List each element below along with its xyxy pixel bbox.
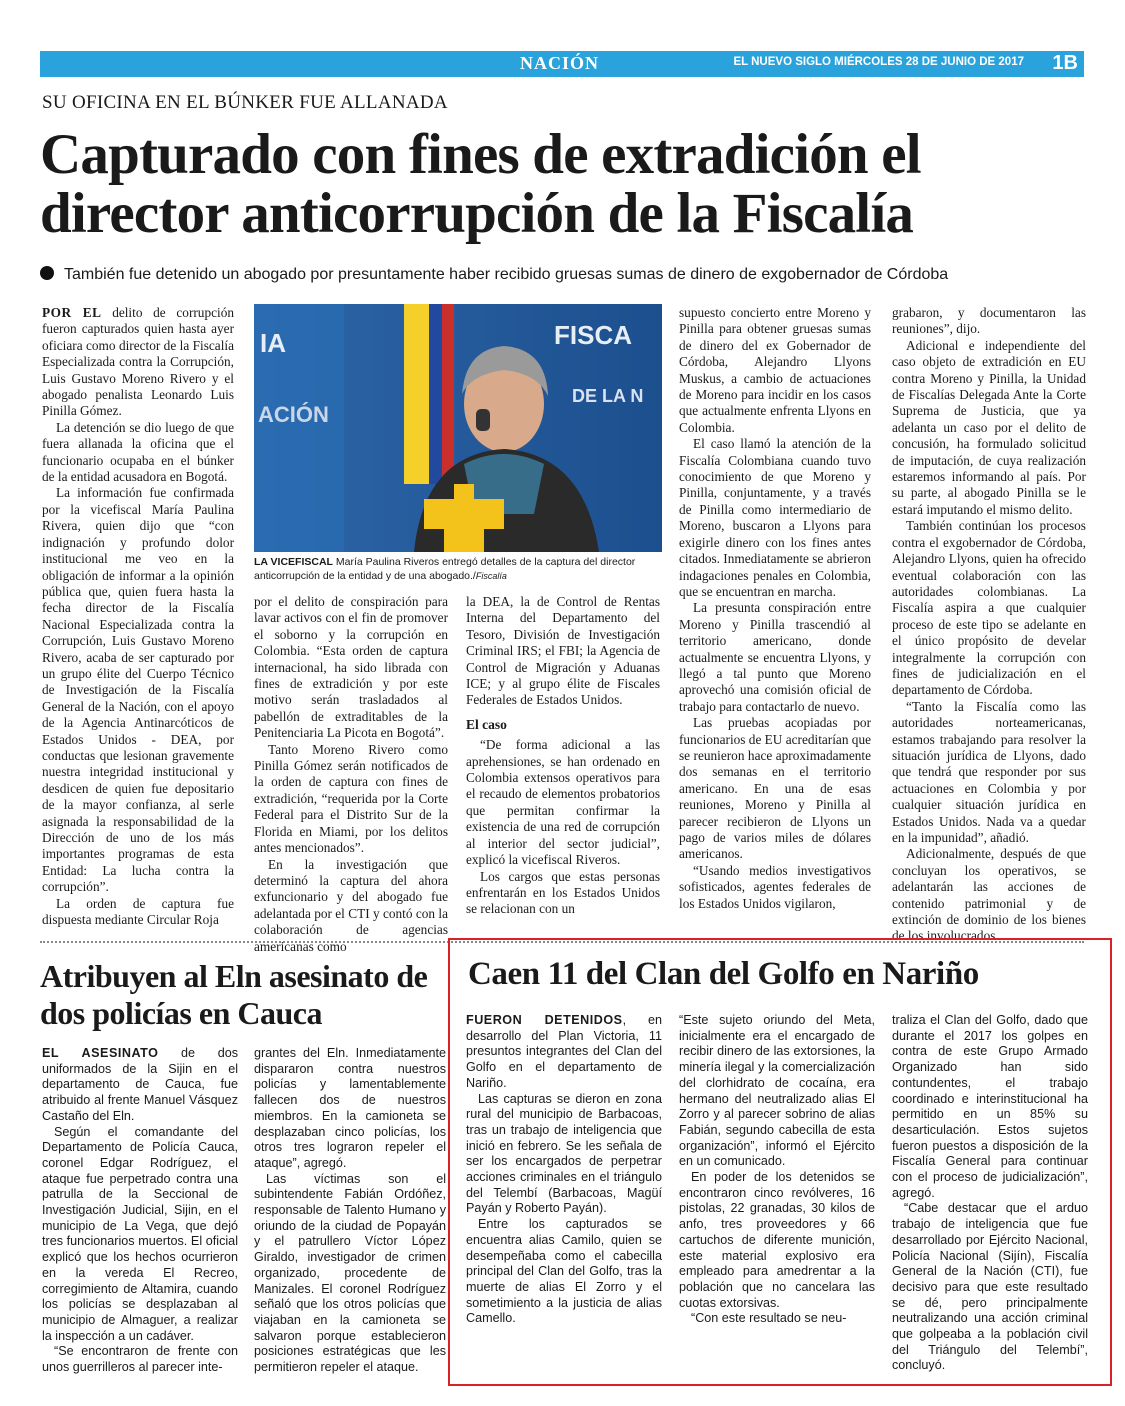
- paragraph: Adicionalmente, después de que concluyan los operativos, se adelantarán las acciones de contenido patrimonial y de extinción de dominio de los bienes de los involucrados.: [892, 846, 1086, 944]
- article-column-5: [892, 305, 1086, 945]
- story2-column-2: [254, 1046, 446, 1376]
- paragraph: Las víctimas son el subintendente Fabián Ordóñez, responsable de Talento Humano y oriundo de la ciudad de Popayán y el patrullero Víctor López Giraldo, investigador de crimen organizado, procedente de Manizales. El coronel Rodríguez señaló que los otros policías que viajaban en la camioneta se salvaron porque establecieron posiciones estratégicas que les permitieron repeler el ataque.: [254, 1171, 446, 1375]
- paragraph: La información fue confirmada por la vicefiscal María Paulina Rivera, quien dijo que “con indignación y profundo dolor institucional me veo en la obligación de informar a la opinión pública que, quien fuera hasta la fecha director de la Fiscalía Nacional Especializada contra la Corrupción, Luis Gustavo Moreno Rivero, acaba de ser capturado por un grupo élite del Cuerpo Técnico de Investigación de la Fiscalía General de la Nación, con el apoyo de la Agencia Antinarcóticos de Estados Unidos - DEA, por conductas que lesionan gravemente nuestra integridad institucional y desdicen de quien fue depositario de la mayor confianza, al serle asignada la responsabilidad de la Dirección de uno de los más importantes programas de esta Entidad: La lucha contra la corrupción”.: [42, 485, 234, 895]
- paragraph: grantes del Eln. Inmediatamente dispararon contra nuestros policías y lamentablemente fallecen dos de nuestros miembros. En la camioneta se desplazaban cinco policías, los otros tres lograron repeler el ataque”, agregó.: [254, 1046, 446, 1170]
- paragraph: POR EL delito de corrupción fueron capturados quien hasta ayer oficiara como director de la Fiscalía Especializada contra la Corrupción, Luis Gustavo Moreno Rivero y el abogado penalista Leonardo Luis Pinilla Gómez.: [42, 305, 234, 419]
- photo-illustration: [254, 304, 662, 552]
- lead-word: FUERON DETENIDOS: [466, 1013, 623, 1027]
- paragraph: Los cargos que estas personas enfrentarán en los Estados Unidos se relacionan con un: [466, 868, 660, 917]
- paragraph: “Tanto la Fiscalía como las autoridades norteamericanas, estamos trabajando para resolver la situación jurídica de Llyons, dado que tendrá que responder por sus actuaciones en Colombia y por cualquier situación jurídica en Estados Unidos. Nada va a quedar en la impunidad”, añadió.: [892, 698, 1086, 845]
- paragraph: Entre los capturados se encuentra alias Camilo, quien se desempeñaba como el cabecilla principal del Clan del Golfo, tras la muerte de alias El Zorro y el sometimiento a la justicia de alias Camello.: [466, 1217, 662, 1326]
- paragraph: Las capturas se dieron en zona rural del municipio de Barbacoas, tras un trabajo de inteligencia que inició en febrero. Se les señala de ser los encargados de perpetrar acciones criminales en el triángulo del Telembí (Barbacoas, Magüí Payán y Roberto Payán).: [466, 1091, 662, 1216]
- caption-lead: LA VICEFISCAL: [254, 556, 333, 568]
- paragraph: “Se encontraron de frente con unos guerrilleros al parecer inte-: [42, 1344, 238, 1375]
- lead-word: POR EL: [42, 305, 102, 320]
- photo-credit: Fiscalía: [475, 570, 507, 581]
- paragraph: “Usando medios investigativos sofisticados, agentes federales de los Estados Unidos vigilaron,: [679, 862, 871, 911]
- story2-column-1: [42, 1046, 238, 1376]
- paragraph: “Este sujeto oriundo del Meta, inicialmente era el encargado de recibir dinero de las extorsiones, la minería ilegal y la comercialización del clorhidrato de cocaína, era hermano del neutralizado alias El Zorro y al parecer sobrino de alias Fabián, segundo cabecilla de esta organización”, informó el Ejército en un comunicado.: [679, 1013, 875, 1169]
- paragraph: FUERON DETENIDOS, en desarrollo del Plan Victoria, 11 presuntos integrantes del Clan del Golfo en el departamento de Nariño.: [466, 1013, 662, 1090]
- story3-column-2: [679, 1013, 875, 1327]
- paragraph: La presunta conspiración entre Moreno y Pinilla trascendió al territorio americano, donde actualmente se encuentra Llyons, y llegó a tal punto que Moreno aprovechó una comisión oficial de trabajo para contactarlo de nuevo.: [679, 600, 871, 714]
- subheadline: [40, 266, 1100, 284]
- kicker: SU OFICINA EN EL BÚNKER FUE ALLANADA: [42, 92, 448, 113]
- bullet-icon: [40, 266, 54, 280]
- subheadline-text: También fue detenido un abogado por presuntamente haber recibido gruesas sumas de dinero de exgobernador de Córdoba: [64, 266, 949, 283]
- story3-column-1: [466, 1013, 662, 1327]
- paragraph: La detención se dio luego de que fuera allanada la oficina que el funcionario ocupaba en el búnker de la entidad acusadora en Bogotá.: [42, 419, 234, 485]
- page-number: 1B: [1052, 52, 1078, 74]
- edition-info: EL NUEVO SIGLO MIÉRCOLES 28 DE JUNIO DE 2017: [733, 56, 1024, 68]
- paragraph: “De forma adicional a las aprehensiones, se han ordenado en Colombia extensos operativos para el recaudo de elementos probatorios que permitan confirmar la existencia de una red de corrupción al interior del sector judicial”, explicó la vicefiscal Riveros.: [466, 737, 660, 868]
- section-name: NACIÓN: [520, 53, 600, 73]
- article-column-2: [254, 594, 448, 955]
- paragraph: por el delito de conspiración para lavar activos con el fin de promover el soborno y la corrupción en Colombia. “Esta orden de captura internacional, ha sido librada con fines de extradición y por este motivo serán trasladados al pabellón de extraditables de la Penitenciaria La Picota en Bogotá”.: [254, 594, 448, 741]
- svg-text:IA: IA: [260, 328, 286, 358]
- paragraph: la DEA, la de Control de Rentas Interna del Departamento del Tesoro, División de Investigación Criminal IRS; el FBI; la Agencia de Control de Migración y Aduanas ICE; y al grupo élite de Fiscales Federales de Estados Unidos.: [466, 594, 660, 708]
- paragraph: EL ASESINATO de dos uniformados de la Sijin en el departamento de Cauca, fue atribuido al frente Manuel Vásquez Castaño del Eln.: [42, 1046, 238, 1123]
- svg-text:FISCA: FISCA: [554, 320, 632, 350]
- article-column-3: [466, 594, 660, 918]
- story3-headline: Caen 11 del Clan del Golfo en Nariño: [468, 956, 979, 992]
- paragraph: traliza el Clan del Golfo, dado que durante el 2017 los golpes en contra de este Grupo Armado Organizado han sido contundentes, el trabajo coordinado e interinstitucional ha permitido en un 85% su desarticulación. Estos sujetos fueron puestos a disposición de la Fiscalía General para continuar con el proceso de judicialización”, agregó.: [892, 1013, 1088, 1200]
- svg-text:DE LA N: DE LA N: [572, 386, 644, 406]
- paragraph: Según el comandante del Departamento de Policía Cauca, coronel Edgar Rodríguez, el ataque fue perpetrado contra una patrulla de la Seccional de Investigación Judicial, Sijin, en el municipio de La Vega, que dejó tres funcionarios muertos. El oficial explicó que los hechos ocurrieron en la vereda El Recreo, corregimiento de Altamira, cuando los policías se desplazaban al municipio de Almaguer, a realizar la inspección a un cadáver.: [42, 1124, 238, 1343]
- lead-word: EL ASESINATO: [42, 1046, 159, 1060]
- article-column-4: [679, 305, 871, 912]
- story2-headline: Atribuyen al Eln asesinato de dos policías en Cauca: [40, 958, 428, 1031]
- paragraph: El caso llamó la atención de la Fiscalía Colombiana cuando tuvo conocimiento de que Moreno y Pinilla, conjuntamente, y a través de Pinilla como intermediario de Moreno, buscaron a Llyons para exigirle dinero con los fines antes citados. Inmediatamente se abrieron indagaciones penales en Colombia, que se encuentran en marcha.: [679, 436, 871, 599]
- paragraph: En poder de los detenidos se encontraron cinco revólveres, 16 pistolas, 22 granadas, 30 kilos de anfo, tres proveedores y 66 cartuchos de diferente munición, este material explosivo era empleado para amedrentar a la población que no cancelara las cuotas extorsivas.: [679, 1170, 875, 1310]
- paragraph: Adicional e independiente del caso objeto de extradición en EU contra Moreno y Pinilla, la Unidad de Fiscalías Delegada Ante la Corte Suprema de Justicia, que ya adelanta un caso por el delito de concusión, ha formulado solicitud de imputación, de cuya realización estaremos informando al país. Por su parte, al abogado Pinilla se le estará imputando el mismo delito.: [892, 337, 1086, 517]
- paragraph: “Cabe destacar que el arduo trabajo de inteligencia que fue desarrollado por Ejército Nacional, Policía Nacional (Sijín), Fiscalía General de la Nación (CTI), fue decisivo para que este resultado se dé, pero principalmente neutralizando una acción criminal que golpeaba a la población civil del Triángulo del Telembí”, concluyó.: [892, 1201, 1088, 1373]
- paragraph: grabaron, y documentaron las reuniones”, dijo.: [892, 305, 1086, 337]
- section-subheading: El caso: [466, 716, 507, 732]
- paragraph: “Con este resultado se neu-: [691, 1311, 847, 1326]
- paragraph: Tanto Moreno Rivero como Pinilla Gómez serán notificados de la orden de captura con fines de extradición, “requerida por la Corte Federal para el Distrito Sur de la Florida en Miami, por los delitos antes mencionados”.: [254, 741, 448, 856]
- svg-text:ACIÓN: ACIÓN: [258, 402, 329, 427]
- paragraph: En la investigación que determinó la captura del ahora exfuncionario y del abogado fue adelantada por el CTI y contó con la colaboración de agencias americanas como: [254, 856, 448, 954]
- main-headline: Capturado con fines de extradición el director anticorrupción de la Fiscalía: [40, 123, 921, 245]
- section-header-bar: [40, 51, 1084, 77]
- paragraph: También continúan los procesos contra el exgobernador de Córdoba, Alejandro Llyons, quien ha ofrecido eventual colaboración con las autoridades colombianas. La Fiscalía aspira a que cualquier proceso de este tipo se adelante en el único propósito de develar integralmente la corrupción con fines de judicialización en el departamento de Córdoba.: [892, 518, 1086, 698]
- article-column-1: [42, 305, 234, 928]
- story3-column-3: [892, 1013, 1088, 1374]
- photo-caption: [254, 556, 662, 583]
- paragraph: Las pruebas acopiadas por funcionarios de EU acreditarían que se reunieron hace aproximadamente dos semanas en el territorio americano. En una de esas reuniones, Moreno y Pinilla al parecer recibieron de Llyons un pago de varios miles de dólares americanos.: [679, 715, 871, 862]
- paragraph: La orden de captura fue dispuesta mediante Circular Roja: [42, 895, 234, 928]
- caption-text: María Paulina Riveros entregó detalles de la captura del director anticorrupción de la entidad y de una abogado./: [254, 556, 636, 582]
- speaker-at-fiscalia-podium-photo: [254, 304, 662, 552]
- paragraph: supuesto concierto entre Moreno y Pinilla para obtener gruesas sumas de dinero del ex Gobernador de Córdoba, Alejandro Llyons Muskus, a cambio de actuaciones de Moreno para incidir en los casos que actualmente enfrenta Llyons en Colombia.: [679, 305, 871, 435]
